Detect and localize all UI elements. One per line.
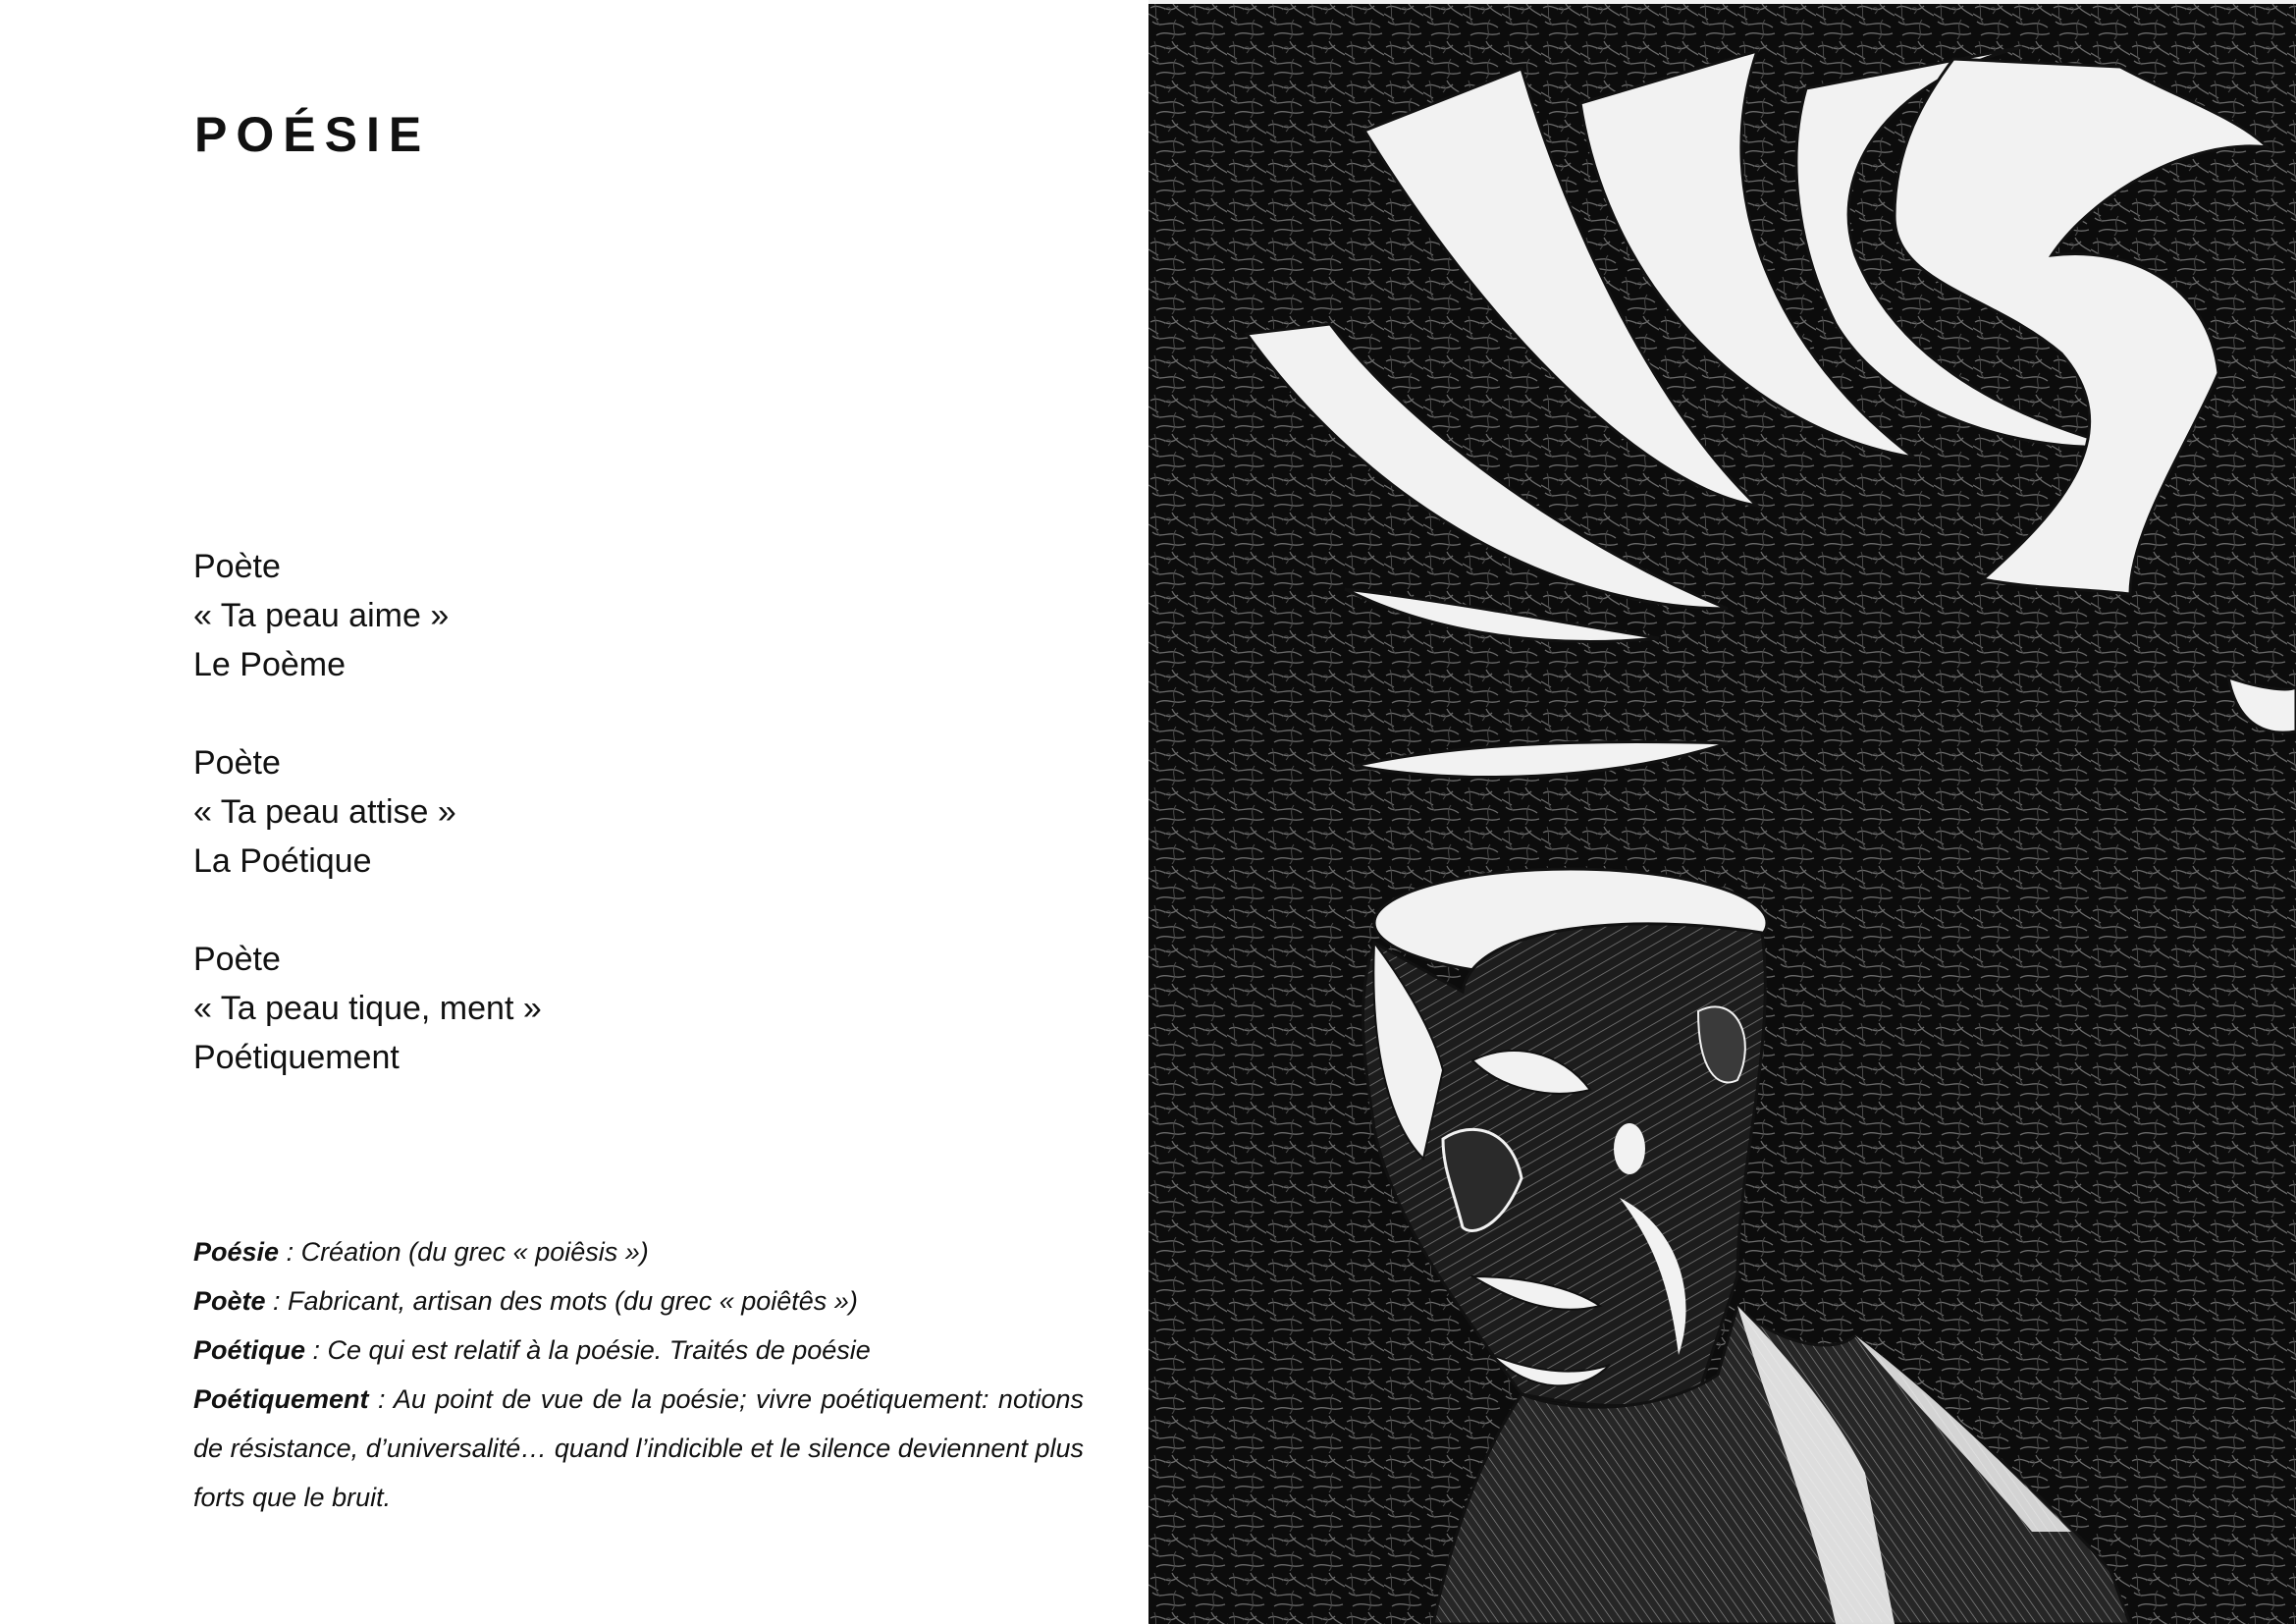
glossary-definition: : Fabricant, artisan des mots (du grec « poiêtês ») bbox=[265, 1286, 858, 1316]
poem-line: La Poétique bbox=[193, 842, 372, 880]
poem-line: « Ta peau attise » bbox=[193, 793, 456, 831]
glossary-definition: : Ce qui est relatif à la poésie. Traités de poésie bbox=[305, 1335, 871, 1365]
glossary-entry bbox=[193, 1276, 1084, 1326]
poem-stanza bbox=[193, 738, 1077, 886]
glossary-entry bbox=[193, 1326, 1084, 1375]
glossary bbox=[193, 1227, 1084, 1522]
poem-stanza bbox=[193, 935, 1077, 1082]
glossary-entry bbox=[193, 1375, 1084, 1522]
poem-line: « Ta peau tique, ment » bbox=[193, 990, 542, 1027]
poem-line: Poétiquement bbox=[193, 1039, 400, 1076]
glossary-term: Poète bbox=[193, 1286, 266, 1316]
glossary-term: Poétique bbox=[193, 1335, 306, 1365]
poem-stanza bbox=[193, 542, 1077, 689]
poem-line: Poète bbox=[193, 744, 281, 782]
poem-line: Le Poème bbox=[193, 646, 346, 683]
poem bbox=[193, 542, 1077, 1131]
glossary-term: Poésie bbox=[193, 1237, 280, 1267]
glossary-entry bbox=[193, 1227, 1084, 1276]
poem-line: Poète bbox=[193, 941, 281, 978]
ink-drawing-illustration bbox=[1148, 0, 2296, 1624]
poem-line: Poète bbox=[193, 548, 281, 585]
glossary-definition: : Au point de vue de la poésie; vivre poétiquement: notions de résistance, d’universalité… quand l’indicible et le silence deviennent plus forts que le bruit. bbox=[193, 1384, 1084, 1512]
glossary-term: Poétiquement bbox=[193, 1384, 369, 1414]
ink-drawing-svg bbox=[1148, 0, 2296, 1624]
glossary-definition: : Création (du grec « poiêsis ») bbox=[279, 1237, 649, 1267]
poem-line: « Ta peau aime » bbox=[193, 597, 450, 634]
page-title: POÉSIE bbox=[194, 107, 431, 162]
